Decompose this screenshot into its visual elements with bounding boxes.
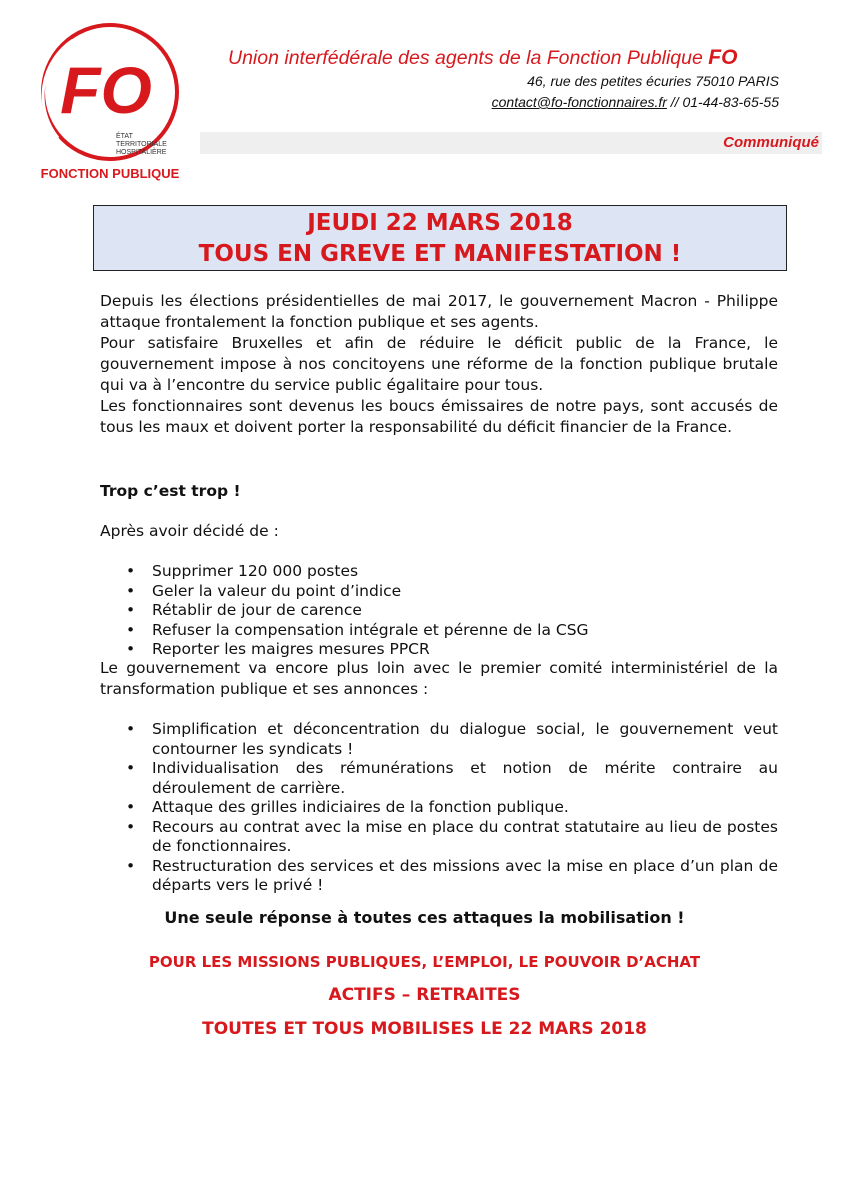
logo-line-3: HOSPITALIÈRE	[116, 149, 167, 156]
intro-paragraph-3: Les fonctionnaires sont devenus les boucs émissaires de notre pays, sont accusés de tous les maux et doivent porter la responsabilité du déficit financier de la France.	[100, 397, 778, 436]
title-box	[93, 205, 787, 271]
bullet-icon: •	[126, 817, 136, 836]
list-item	[100, 562, 778, 582]
bullet-icon: •	[126, 798, 136, 816]
title-line-1: JEUDI 22 MARS 2018	[307, 210, 573, 236]
logo-caption: FONCTION PUBLIQUE	[40, 166, 180, 181]
org-name	[228, 46, 737, 70]
reponse-line: Une seule réponse à toutes ces attaques la mobilisation !	[164, 908, 685, 927]
org-name-text: Union interfédérale des agents de la Fonction Publique	[228, 47, 703, 69]
bullet-icon: •	[126, 562, 136, 580]
logo-line-1: ÉTAT	[116, 133, 133, 140]
fo-logo-icon	[38, 20, 188, 185]
gouvernement-text: Le gouvernement va encore plus loin avec le premier comité interministériel de la transformation publique et ses annonces :	[100, 659, 778, 698]
intro-paragraph-1: Depuis les élections présidentielles de mai 2017, le gouvernement Macron - Philippe attaque frontalement la fonction publique et ses agents.	[100, 292, 778, 331]
fo-logo	[38, 20, 188, 185]
trop-heading: Trop c’est trop !	[100, 482, 241, 500]
bullet-icon: •	[126, 856, 136, 875]
bullet-icon: •	[126, 759, 136, 777]
list-item	[100, 857, 778, 896]
org-address: 46, rue des petites écuries 75010 PARIS	[527, 73, 779, 89]
bullet-icon: •	[126, 620, 136, 639]
logo-letters: FO	[60, 53, 152, 127]
list-item	[100, 798, 778, 818]
intro-text	[100, 291, 778, 438]
list-item	[100, 759, 778, 798]
decisions-list	[100, 562, 778, 660]
list-item	[100, 640, 778, 660]
list-item-text: Rétablir de jour de carence	[152, 601, 362, 619]
list-item-text: Individualisation des rémunérations et notion de mérite contraire au déroulement de carrière.	[152, 759, 778, 797]
contact-phone: // 01-44-83-65-55	[666, 94, 779, 110]
list-item-text: Geler la valeur du point d’indice	[152, 581, 402, 600]
list-item	[100, 582, 778, 602]
list-item	[100, 601, 778, 621]
list-item-text: Refuser la compensation intégrale et pérenne de la CSG	[152, 620, 589, 639]
list-item	[100, 818, 778, 857]
list-item-text: Recours au contrat avec la mise en place du contrat statutaire au lieu de postes de fonctionnaires.	[152, 817, 778, 855]
list-item-text: Reporter les maigres mesures PPCR	[152, 640, 430, 658]
title-line-2: TOUS EN GREVE ET MANIFESTATION !	[198, 241, 682, 267]
bullet-icon: •	[126, 601, 136, 619]
list-item	[100, 621, 778, 641]
bullet-icon: •	[126, 720, 136, 738]
bullet-icon: •	[126, 581, 136, 600]
list-item-text: Restructuration des services et des missions avec la mise en place d’un plan de départs vers le privé !	[152, 856, 778, 894]
slogan-line-3: TOUTES ET TOUS MOBILISES LE 22 MARS 2018	[202, 1019, 647, 1039]
list-item	[100, 720, 778, 759]
logo-line-2: TERRITORIALE	[116, 141, 167, 148]
list-item-text: Supprimer 120 000 postes	[152, 562, 359, 580]
contact-email-link[interactable]: contact@fo-fonctionnaires.fr	[491, 94, 667, 110]
slogan-line-1: POUR LES MISSIONS PUBLIQUES, L’EMPLOI, LE POUVOIR D’ACHAT	[148, 953, 701, 971]
annonces-list	[100, 720, 778, 896]
list-item-text: Simplification et déconcentration du dialogue social, le gouvernement veut contourner les syndicats !	[152, 720, 778, 758]
list-item-text: Attaque des grilles indiciaires de la fonction publique.	[152, 798, 569, 816]
org-name-suffix: FO	[708, 46, 738, 69]
apres-text: Après avoir décidé de :	[100, 522, 279, 540]
document-type: Communiqué	[723, 134, 819, 151]
org-contact	[492, 94, 779, 110]
slogan-line-2: ACTIFS – RETRAITES	[328, 985, 521, 1005]
bullet-icon: •	[126, 640, 136, 658]
intro-paragraph-2: Pour satisfaire Bruxelles et afin de réduire le déficit public de la France, le gouvernement impose à nos concitoyens une réforme de la fonction publique brutale qui va à l’encontre du service public égalitaire pour tous.	[100, 334, 778, 394]
